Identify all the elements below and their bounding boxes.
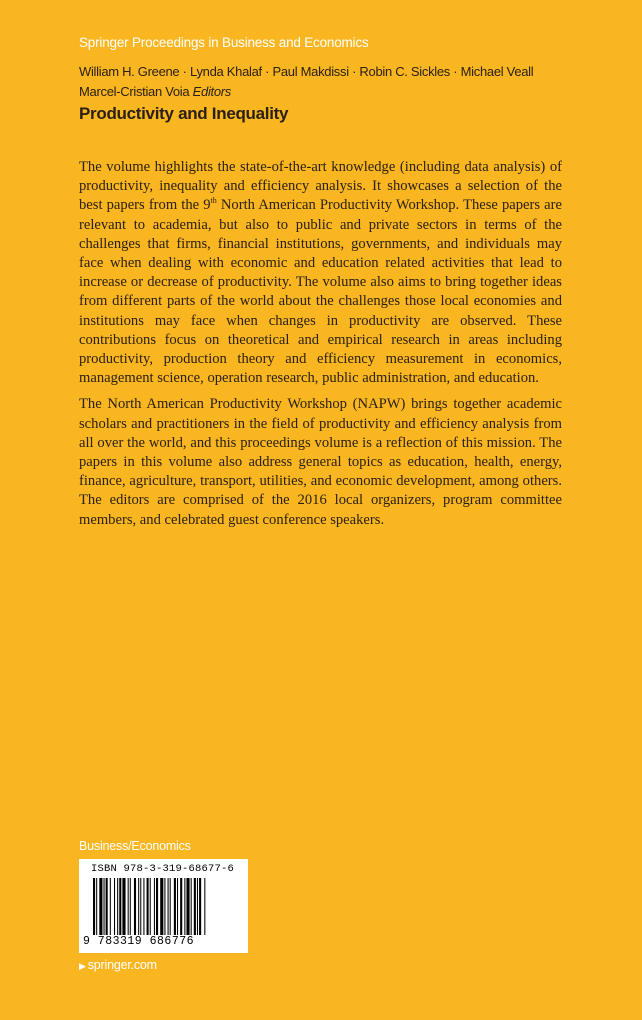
barcode-bar	[106, 878, 108, 935]
barcode-bar	[150, 878, 151, 935]
barcode-bar	[197, 878, 198, 935]
editor-name: Marcel-Cristian Voia	[79, 84, 190, 99]
barcode-bar	[160, 878, 163, 935]
barcode-bar	[174, 878, 176, 935]
barcode-bar	[180, 878, 182, 935]
editors-line-1: William H. Greene · Lynda Khalaf · Paul Makdissi · Robin C. Sickles · Michael Veall	[79, 64, 534, 79]
barcode-bar	[140, 878, 141, 935]
barcode-digits: 9 783319 686776	[83, 935, 195, 948]
series-name: Springer Proceedings in Business and Economics	[79, 35, 369, 50]
paragraph-1-text-b: North American Productivity Workshop. These papers are relevant to academia, but also to public and private sectors in terms of the challenges that firms, financial institutions, governments, and individuals may face when dealing with economic and education related activities that lead to increase or decrease of productivity. The volume also aims to bring together ideas from different parts of the world about the challenges those local economies and institutions may face when changes in productivity are observed. These contributions focus on theoretical and empirical research in areas including productivity, production theory and efficiency measurement in economics, management science, operation research, public administration, and education.	[79, 197, 563, 387]
paragraph-1-text-a: The volume highlights the state-of-the-art knowledge (including data analysis) of productivity, inequality and efficiency analysis. It showcases a selection of the best papers from the 9	[79, 159, 562, 214]
barcode-bar	[96, 878, 97, 935]
barcode-bar	[130, 878, 131, 935]
editors-list	[79, 62, 599, 102]
book-title: Productivity and Inequality	[79, 104, 289, 123]
barcode-bars	[91, 878, 236, 935]
isbn-label: ISBN 978-3-319-68677-6	[91, 863, 235, 875]
isbn-barcode	[79, 859, 248, 953]
barcode-bar	[199, 878, 201, 935]
barcode-bar	[117, 878, 118, 935]
barcode-bar	[156, 878, 158, 935]
barcode-bar	[194, 878, 196, 935]
barcode-bar	[104, 878, 105, 935]
barcode-bar	[128, 878, 129, 935]
barcode-bar	[122, 878, 125, 935]
description-paragraph-1	[79, 158, 562, 388]
barcode-bar	[99, 878, 102, 935]
book-description	[79, 158, 562, 537]
ordinal-superscript: th	[210, 196, 217, 206]
barcode-bar	[143, 878, 144, 935]
barcode-bar	[154, 878, 155, 935]
barcode-bar	[93, 878, 95, 935]
subject-category: Business/Economics	[79, 839, 191, 853]
barcode-bar	[134, 878, 136, 935]
barcode-bar	[186, 878, 189, 935]
editors-role: Editors	[192, 84, 232, 99]
barcode-bar	[204, 878, 205, 935]
website-text: springer.com	[87, 958, 157, 972]
barcode-bar	[168, 878, 169, 935]
publisher-website[interactable]	[79, 958, 157, 972]
barcode-bar	[191, 878, 192, 935]
triangle-right-icon: ▶	[79, 961, 86, 971]
barcode-bar	[170, 878, 171, 935]
barcode-bar	[110, 878, 111, 935]
barcode-bar	[177, 878, 178, 935]
barcode-bar	[138, 878, 139, 935]
barcode-bar	[114, 878, 115, 935]
barcode-bar	[184, 878, 185, 935]
editors-line-2	[79, 82, 599, 102]
barcode-bar	[147, 878, 149, 935]
barcode-bar	[164, 878, 165, 935]
description-paragraph-2: The North American Productivity Workshop (NAPW) brings together academic scholars and practitioners in the field of productivity and efficiency analysis from all over the world, and this proceedings volume is a reflection of this mission. The papers in this volume also address general topics as education, health, energy, finance, agriculture, transport, utilities, and economic development, among others. The editors are comprised of the 2016 local organizers, program committee members, and celebrated guest conference speakers.	[79, 396, 562, 528]
barcode-bar	[119, 878, 121, 935]
